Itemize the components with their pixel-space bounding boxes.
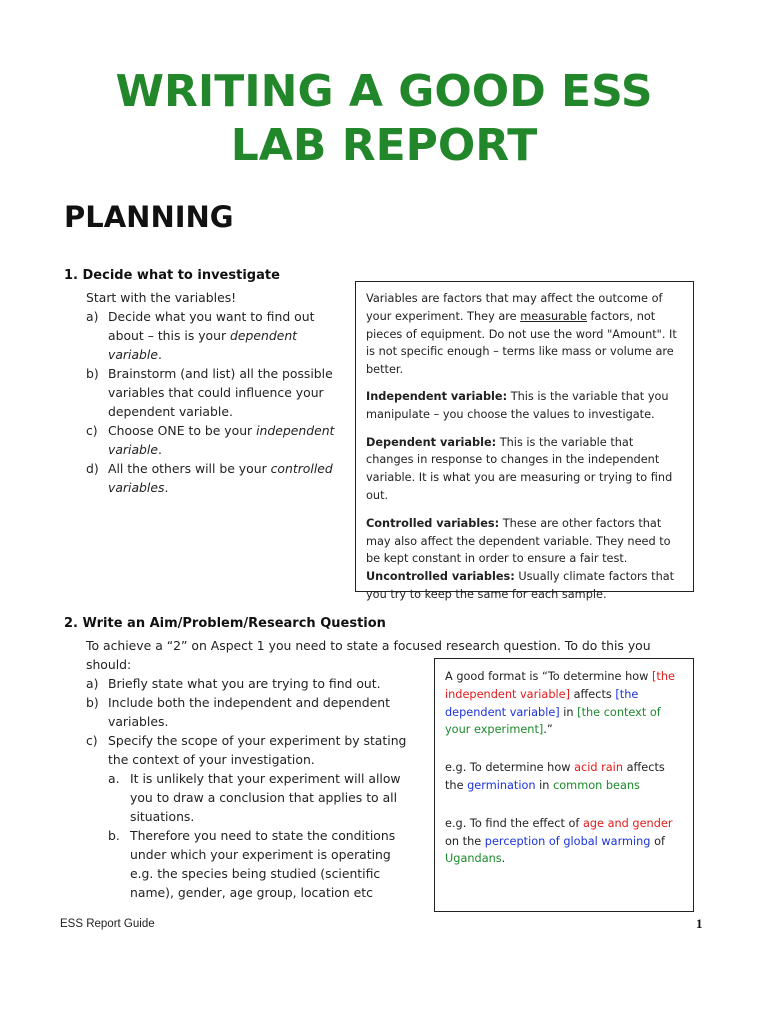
format-text: in [559, 705, 578, 719]
example-text: e.g. To determine how [445, 761, 575, 775]
format-independent: [the independent variable] [445, 670, 675, 701]
controlled-variables-text: These are other factors that may also affect the dependent variable. They need to be kept constant in order to ensure a fair test. [366, 516, 671, 566]
step2-item-a [86, 674, 426, 693]
step1-list [86, 307, 348, 497]
format-context: [the context of your experiment] [445, 705, 661, 737]
item-text: Specify the scope of your experiment by stating the context of your investigation. [108, 733, 407, 767]
item-text: Decide what you want to find out about – this is your [108, 309, 315, 343]
list-marker: c) [86, 423, 98, 438]
uncontrolled-variables-label: Uncontrolled variables: [366, 570, 515, 584]
dependent-variable-text: This is the variable that changes in response to changes in the independent variable. It is what you are measuring or trying to find out. [366, 435, 673, 502]
variables-definition-box [355, 281, 694, 601]
step1-item-d [86, 459, 348, 497]
format-template [445, 668, 683, 739]
example-dependent: perception of global warming [484, 834, 651, 848]
example-text: affects the [445, 761, 665, 792]
example-text: in [535, 778, 554, 792]
step2-item-c [86, 731, 426, 769]
step2-intro: To achieve a “2” on Aspect 1 you need to state a focused research question. To do this you should: [86, 638, 651, 672]
variables-intro-text: Variables are factors that may affect the outcome of your experiment. They are [366, 292, 663, 323]
item-emphasis: controlled variables [108, 461, 333, 495]
example-dependent: germination [467, 778, 536, 792]
list-marker: b) [86, 366, 99, 381]
example-text: of [650, 834, 665, 848]
format-text: .” [543, 723, 553, 737]
variables-intro [366, 290, 683, 379]
step1-heading: 1. Decide what to investigate [64, 268, 280, 283]
item-text: Briefly state what you are trying to find out. [108, 676, 381, 691]
example-independent: age and gender [582, 816, 673, 830]
dependent-variable-definition [366, 434, 683, 505]
document-title-line-2: LAB REPORT [230, 120, 538, 171]
page-number: 1 [696, 916, 703, 931]
format-example-2 [445, 815, 683, 868]
item-text: It is unlikely that your experiment will allow you to draw a conclusion that applies to all situations. [130, 771, 401, 824]
document-title-line-1: WRITING A GOOD ESS [115, 66, 653, 117]
step1-item-a [86, 307, 348, 364]
independent-variable-label: Independent variable: [366, 389, 508, 403]
example-independent: acid rain [574, 761, 623, 775]
controlled-variables-label: Controlled variables: [366, 516, 500, 530]
item-emphasis: independent variable [108, 423, 335, 457]
item-text: Therefore you need to state the conditions under which your experiment is operating e.g. the species being studied (scientific name), gender, age group, location etc [130, 828, 396, 900]
dependent-variable-label: Dependent variable: [366, 435, 497, 449]
item-text-end: . [158, 442, 162, 457]
step2-item-b [86, 693, 426, 731]
example-text: . [501, 852, 506, 866]
list-marker: a) [86, 309, 99, 324]
format-text: affects [569, 687, 616, 701]
research-question-format-box [434, 658, 694, 912]
example-context: common beans [553, 778, 640, 792]
measurable-underlined: measurable [520, 309, 587, 323]
step1-item-b [86, 364, 348, 421]
list-marker: a. [108, 771, 120, 786]
controlled-variables-definition [366, 515, 683, 568]
item-text-end: . [158, 347, 162, 362]
step2-subitem-a [108, 769, 412, 826]
section-heading-planning: PLANNING [64, 200, 234, 234]
list-marker: b) [86, 695, 99, 710]
step1-intro: Start with the variables! [86, 290, 237, 305]
item-emphasis: dependent variable [108, 328, 298, 362]
list-marker: c) [86, 733, 98, 748]
step1-item-c [86, 421, 348, 459]
format-example-1 [445, 759, 683, 795]
item-text: Brainstorm (and list) all the possible variables that could influence your dependent variable. [108, 366, 333, 419]
uncontrolled-variables-text: Usually climate factors that you try to keep the same for each sample. [366, 570, 675, 601]
item-text: All the others will be your [108, 461, 271, 476]
step2-list [86, 674, 426, 769]
list-marker: d) [86, 461, 99, 476]
step2-sublist [108, 769, 412, 902]
example-context: Ugandans [445, 852, 502, 866]
independent-variable-definition [366, 388, 683, 424]
example-text: on the [445, 834, 485, 848]
item-text-end: . [164, 480, 169, 495]
step2-heading: 2. Write an Aim/Problem/Research Question [64, 616, 386, 631]
variables-intro-text-end: factors, not pieces of equipment. Do not use the word "Amount". It is not specific enough – terms like mass or volume are better. [366, 309, 677, 377]
format-text: A good format is “To determine how [445, 670, 653, 683]
list-marker: a) [86, 676, 99, 691]
step2-subitem-b [108, 826, 412, 902]
list-marker: b. [108, 828, 120, 843]
independent-variable-text: This is the variable that you manipulate – you choose the values to investigate. [366, 389, 669, 421]
uncontrolled-variables-definition [366, 568, 683, 604]
item-text: Include both the independent and dependent variables. [108, 695, 390, 729]
example-text: e.g. To find the effect of [445, 816, 583, 830]
footer-title: ESS Report Guide [60, 918, 155, 930]
format-dependent: [the dependent variable] [445, 687, 639, 719]
item-text: Choose ONE to be your [108, 423, 257, 438]
